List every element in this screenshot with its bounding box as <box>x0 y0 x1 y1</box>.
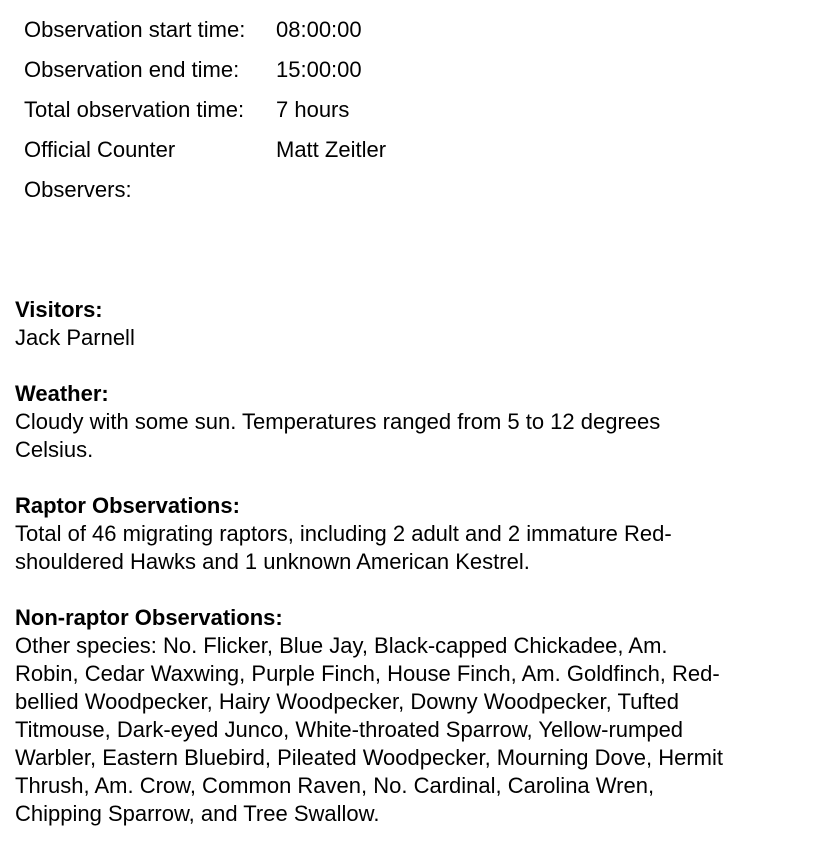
start-time-value: 08:00:00 <box>276 17 362 42</box>
observers-value <box>276 170 386 210</box>
observers-label: Observers: <box>24 177 132 202</box>
official-counter-value: Matt Zeitler <box>276 137 387 162</box>
visitors-section <box>15 296 805 352</box>
total-time-value: 7 hours <box>276 97 350 122</box>
weather-section <box>15 380 805 464</box>
info-row-total-time <box>24 90 386 130</box>
info-row-end-time <box>24 50 386 90</box>
end-time-label: Observation end time: <box>24 57 240 82</box>
start-time-label: Observation start time: <box>24 17 246 42</box>
nonraptor-observations-text-line: Chipping Sparrow, and Tree Swallow. <box>15 801 380 826</box>
raptor-observations-text-line: Total of 46 migrating raptors, including 2 adult and 2 immature Red- <box>15 521 672 546</box>
nonraptor-observations-section <box>15 604 805 828</box>
weather-heading: Weather: <box>15 381 109 406</box>
official-counter-label: Official Counter <box>24 137 176 162</box>
nonraptor-observations-text-line: Robin, Cedar Waxwing, Purple Finch, House Finch, Am. Goldfinch, Red- <box>15 661 720 686</box>
weather-text-line: Cloudy with some sun. Temperatures ranged from 5 to 12 degrees <box>15 409 661 434</box>
nonraptor-observations-heading: Non-raptor Observations: <box>15 605 283 630</box>
visitors-heading: Visitors: <box>15 297 103 322</box>
nonraptor-observations-text-line: bellied Woodpecker, Hairy Woodpecker, Downy Woodpecker, Tufted <box>15 689 680 714</box>
info-row-start-time <box>24 10 386 50</box>
info-row-official-counter <box>24 130 386 170</box>
end-time-value: 15:00:00 <box>276 57 362 82</box>
nonraptor-observations-text-line: Titmouse, Dark-eyed Junco, White-throated Sparrow, Yellow-rumped <box>15 717 684 742</box>
nonraptor-observations-text-line: Other species: No. Flicker, Blue Jay, Black-capped Chickadee, Am. <box>15 633 668 658</box>
report-content <box>15 296 805 856</box>
raptor-observations-heading: Raptor Observations: <box>15 493 240 518</box>
nonraptor-observations-text-line: Thrush, Am. Crow, Common Raven, No. Cardinal, Carolina Wren, <box>15 773 655 798</box>
visitors-text-line: Jack Parnell <box>15 325 135 350</box>
raptor-observations-section <box>15 492 805 576</box>
nonraptor-observations-text-line: Warbler, Eastern Bluebird, Pileated Woodpecker, Mourning Dove, Hermit <box>15 745 723 770</box>
raptor-observations-text-line: shouldered Hawks and 1 unknown American Kestrel. <box>15 549 530 574</box>
weather-text-line: Celsius. <box>15 437 94 462</box>
info-row-observers <box>24 170 386 210</box>
observation-info-table <box>24 10 386 210</box>
total-time-label: Total observation time: <box>24 97 245 122</box>
